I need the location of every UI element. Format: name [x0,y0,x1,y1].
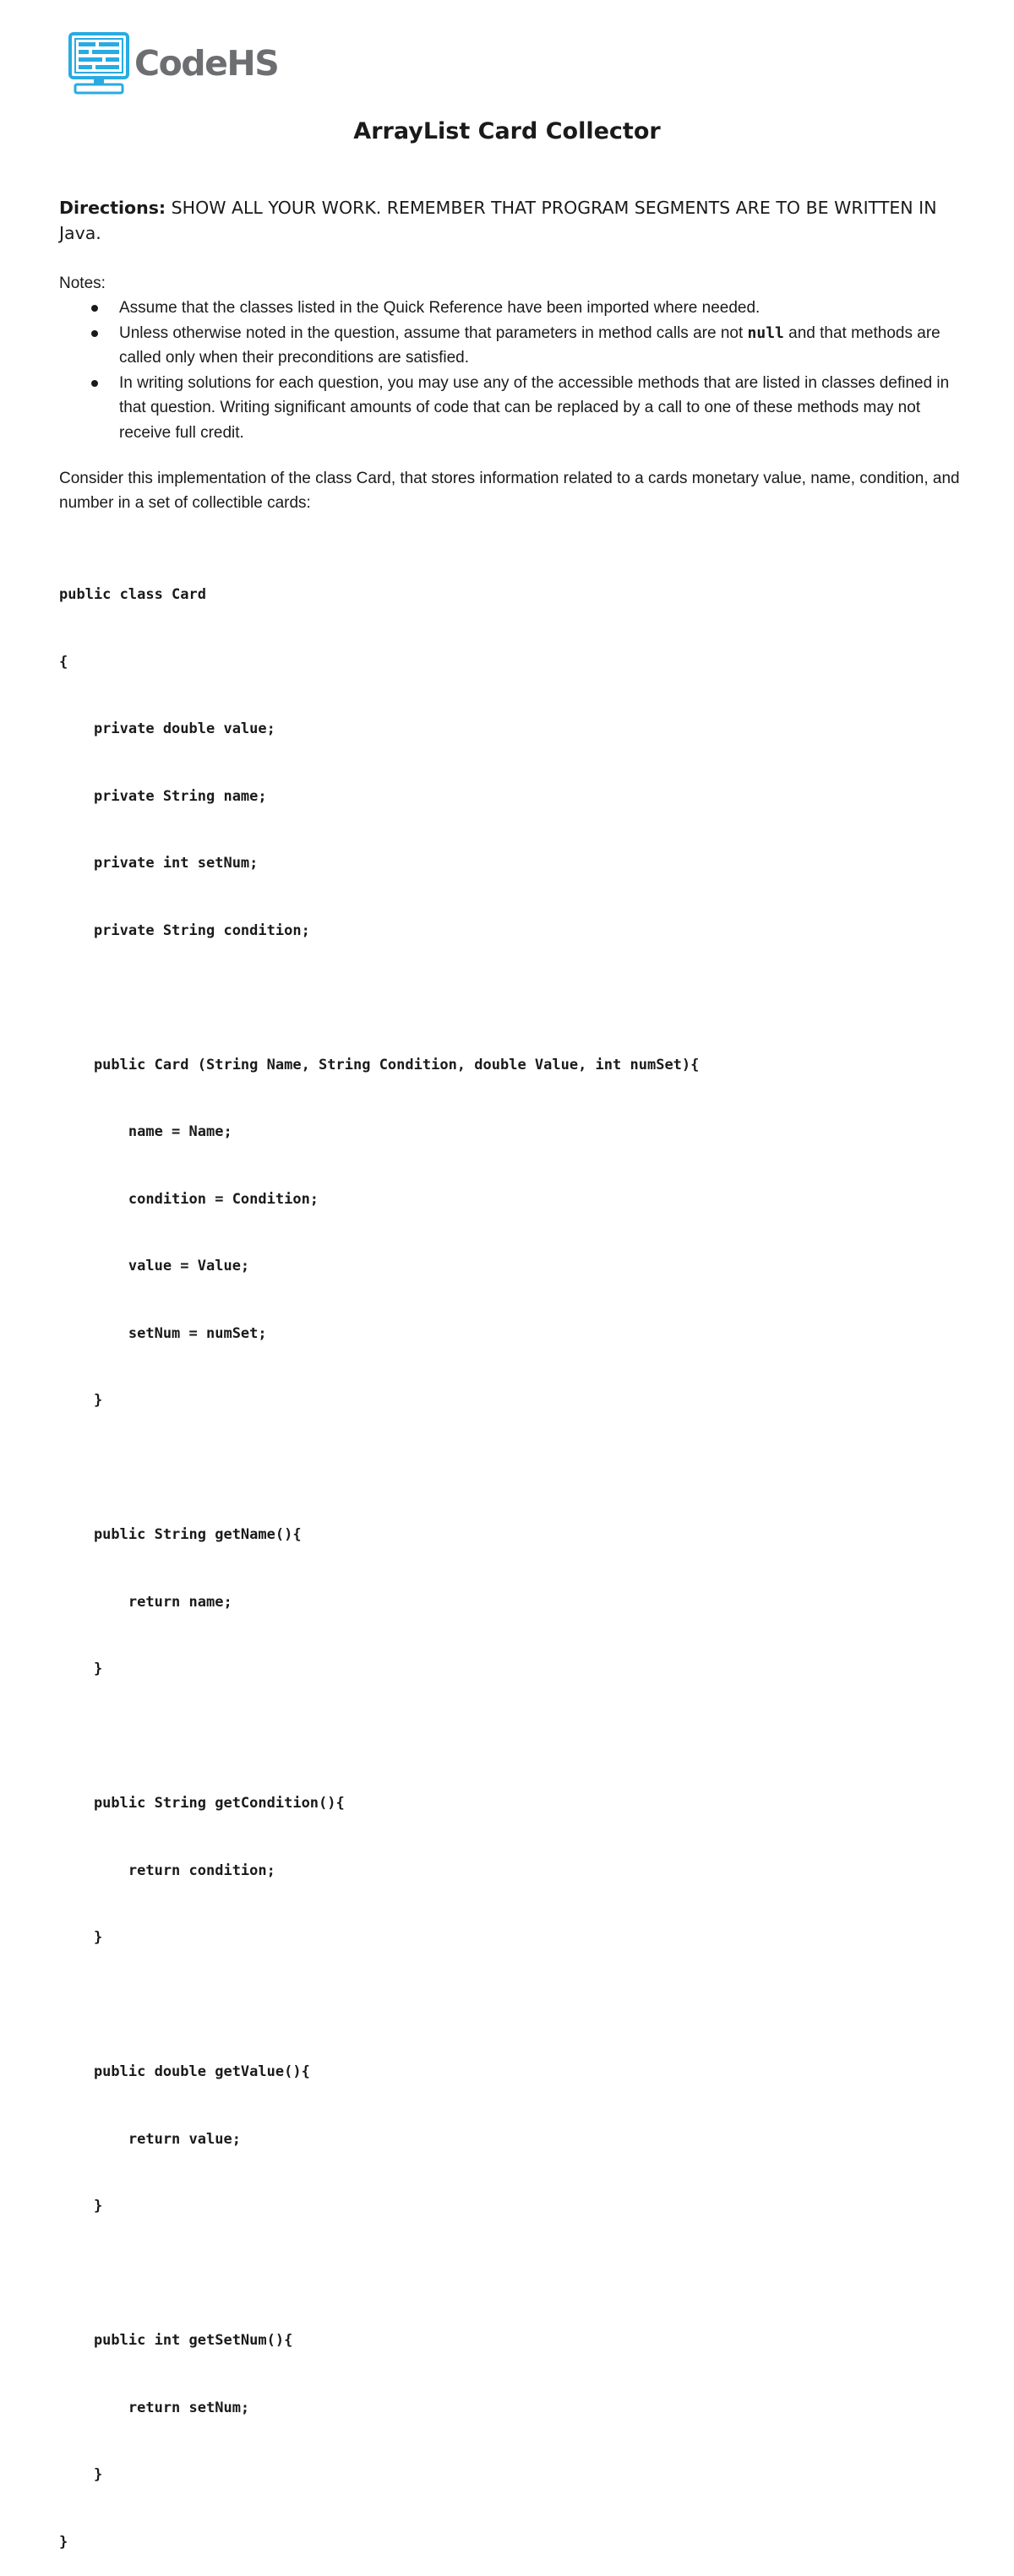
brand-name: CodeHS [134,42,279,84]
code-line: private String condition; [59,921,310,939]
code-block [59,539,699,2576]
directions [59,195,963,246]
note-code-null: null [747,323,784,342]
code-line: } [59,1660,103,1677]
code-line: value = Value; [59,1258,250,1274]
code-line [59,2263,699,2285]
page-title: ArrayList Card Collector [353,118,661,144]
code-line: public int getSetNum(){ [59,2332,293,2349]
note-text: In writing solutions for each question, you may use any of the accessible methods that are listed in classes defined in that question. Writing significant amounts of code that can be replaced by a call to one of these methods may not receive full credit. [119,373,950,442]
code-line: condition = Condition; [59,1190,319,1208]
code-line: return condition; [59,1861,275,1879]
code-line: private String name; [59,787,267,805]
note-item [59,296,968,321]
notes-list [59,296,968,445]
bullet-icon [91,380,98,387]
codehs-logo [68,31,278,95]
code-line [59,986,699,1009]
code-line: private int setNum; [59,855,259,872]
code-line: public String getName(){ [59,1526,302,1543]
code-line: } [59,1929,103,1946]
monitor-icon [68,32,129,95]
code-line: public double getValue(){ [59,2063,310,2080]
code-line: return name; [59,1593,232,1611]
bullet-icon [91,330,98,337]
code-line: } [59,2533,68,2551]
code-line: } [59,2466,103,2483]
directions-label: Directions: [59,198,166,218]
note-text: Assume that the classes listed in the Quick Reference have been imported where needed. [119,299,760,317]
consider-paragraph: Consider this implementation of the class Card, that stores information related to a cards monetary value, name, condition, and number in a set of collectible cards: [59,470,960,512]
code-line: } [59,1392,103,1409]
code-line: public Card (String Name, String Condition, double Value, int numSet){ [59,1056,700,1073]
code-line: private double value; [59,720,275,737]
code-line: public String getCondition(){ [59,1795,345,1812]
code-line [59,1457,699,1480]
code-line: setNum = numSet; [59,1324,267,1342]
code-line [59,1994,699,2017]
note-text-after: and that methods are called only when their preconditions are satisfied. [119,323,940,367]
notes-label: Notes: [59,274,106,292]
code-line: name = Name; [59,1123,232,1140]
note-item [59,371,968,446]
code-line [59,1725,699,1748]
code-line: return value; [59,2130,241,2148]
bullet-icon [91,305,98,312]
code-line: { [59,653,68,671]
note-item [59,321,968,371]
code-line: public class Card [59,586,206,603]
code-line: } [59,2198,103,2215]
code-line: return setNum; [59,2399,250,2416]
note-text-before: Unless otherwise noted in the question, assume that parameters in method calls are not [119,323,748,342]
directions-text: SHOW ALL YOUR WORK. REMEMBER THAT PROGRAM SEGMENTS ARE TO BE WRITTEN IN Java. [59,198,937,243]
